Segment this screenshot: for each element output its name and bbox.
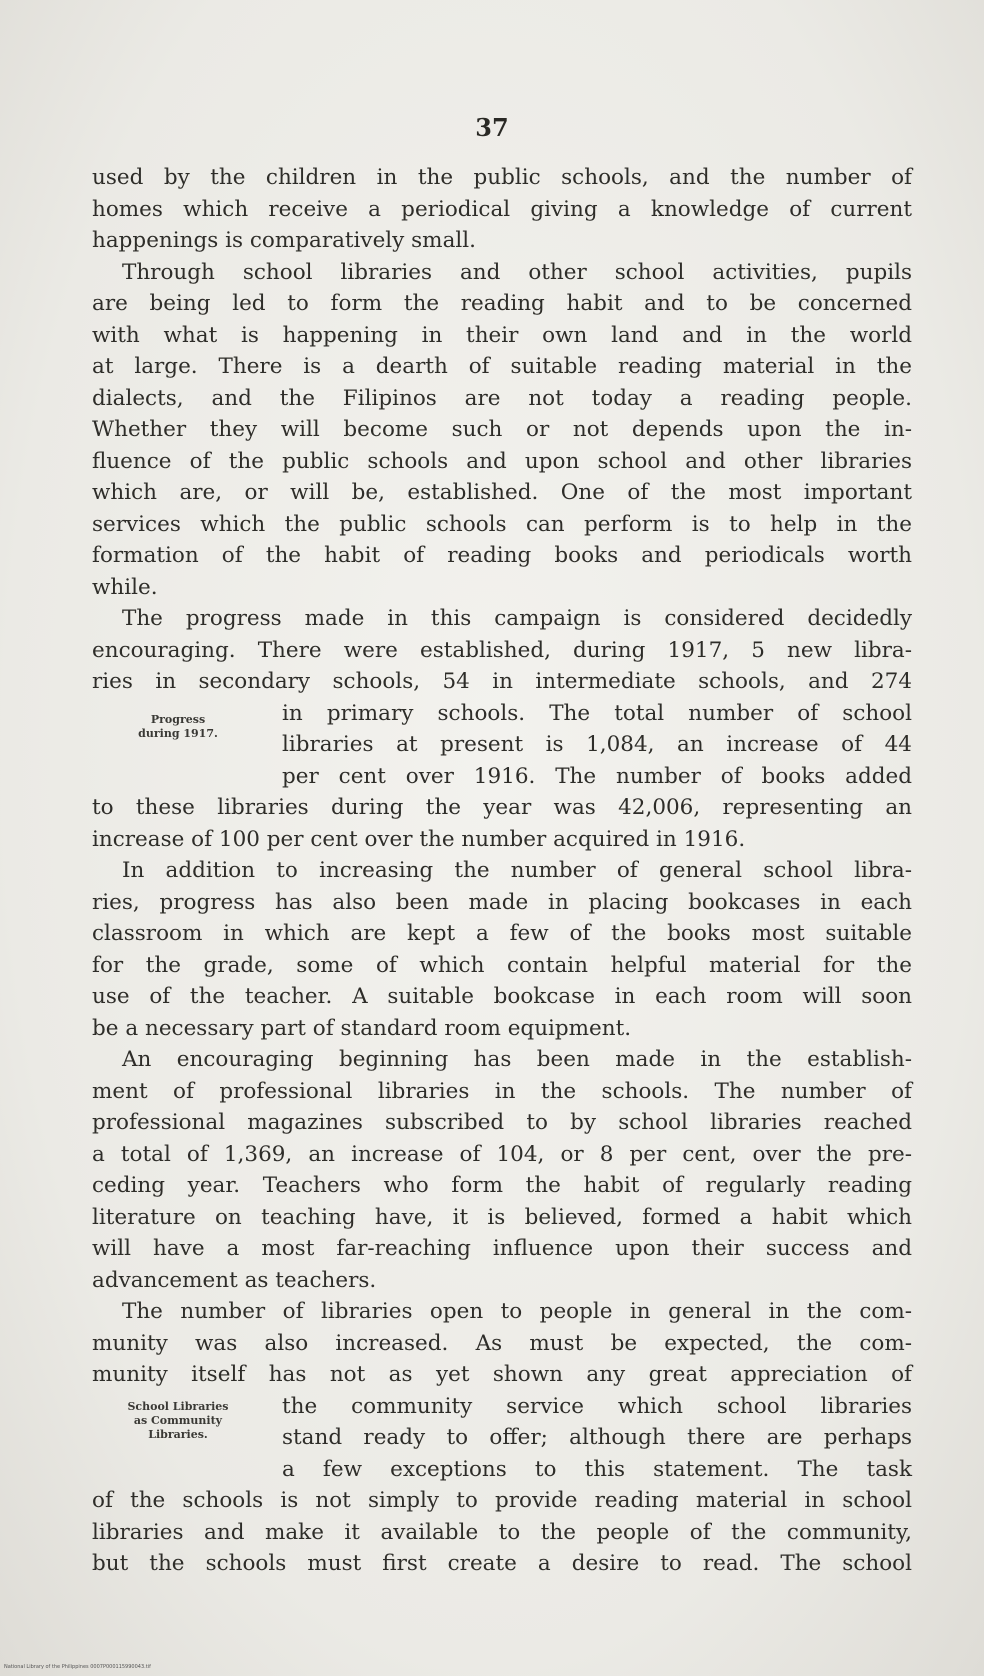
sidenote-line: Progress bbox=[150, 713, 206, 726]
text-line: classroom in which are kept a few of the books most suitable bbox=[92, 921, 912, 946]
sidenote-line: School Libraries bbox=[127, 1400, 229, 1413]
text-line: a total of 1,369, an increase of 104, or 8 per cent, over the pre- bbox=[92, 1141, 912, 1167]
text-line: per cent over 1916. The number of books added bbox=[282, 763, 912, 789]
paragraph-4 bbox=[92, 855, 912, 1044]
paragraph-5 bbox=[92, 1044, 912, 1296]
text-line: In addition to increasing the number of general school libra- bbox=[122, 858, 912, 883]
text-line: increase of 100 per cent over the number acquired in 1916. bbox=[92, 826, 746, 852]
text-line: the community service which school libraries bbox=[282, 1393, 912, 1419]
text-line: dialects, and the Filipinos are not today a reading people. bbox=[92, 385, 912, 411]
text-line: ries in secondary schools, 54 in intermediate schools, and 274 bbox=[92, 669, 912, 694]
text-line: at large. There is a dearth of suitable reading material in the bbox=[92, 354, 912, 379]
text-line: to these libraries during the year was 42,006, representing an bbox=[92, 795, 912, 820]
text-line: munity itself has not as yet shown any great appreciation of bbox=[92, 1362, 912, 1387]
text-line: homes which receive a periodical giving a knowledge of current bbox=[92, 196, 912, 222]
text-line: use of the teacher. A suitable bookcase in each room will soon bbox=[92, 984, 912, 1009]
text-line: encouraging. There were established, during 1917, 5 new libra- bbox=[92, 637, 912, 663]
text-line: used by the children in the public schools, and the number of bbox=[92, 165, 912, 190]
text-line: a few exceptions to this statement. The task bbox=[282, 1456, 912, 1482]
text-line: The progress made in this campaign is considered decidedly bbox=[122, 606, 912, 631]
text-line: stand ready to offer; although there are perhaps bbox=[282, 1425, 912, 1450]
sidenote-line: as Community bbox=[133, 1414, 223, 1427]
text-line: services which the public schools can perform is to help in the bbox=[92, 511, 912, 537]
text-line: An encouraging beginning has been made in the establish- bbox=[122, 1047, 912, 1072]
text-line: ries, progress has also been made in placing bookcases in each bbox=[92, 889, 912, 915]
sidenote-line: during 1917. bbox=[138, 727, 218, 740]
text-line: are being led to form the reading habit and to be concerned bbox=[92, 291, 912, 316]
paragraph-3 bbox=[92, 603, 912, 855]
text-line: happenings is comparatively small. bbox=[92, 228, 476, 253]
sidenote-progress bbox=[98, 713, 258, 741]
text-line: formation of the habit of reading books and periodicals worth bbox=[92, 543, 912, 568]
text-line: will have a most far-reaching influence upon their success and bbox=[92, 1236, 912, 1261]
text-line: with what is happening in their own land and in the world bbox=[92, 322, 912, 348]
text-line: while. bbox=[92, 574, 158, 600]
text-line: in primary schools. The total number of school bbox=[282, 700, 912, 726]
text-line: Through school libraries and other school activities, pupils bbox=[122, 259, 912, 285]
text-line: which are, or will be, established. One of the most important bbox=[92, 480, 912, 505]
text-line: but the schools must first create a desire to read. The school bbox=[92, 1551, 912, 1576]
page-number: 37 bbox=[475, 113, 509, 142]
text-line: literature on teaching have, it is believed, formed a habit which bbox=[92, 1204, 912, 1230]
body-text bbox=[92, 162, 912, 1580]
text-line: The number of libraries open to people in general in the com- bbox=[122, 1299, 912, 1324]
text-line: be a necessary part of standard room equipment. bbox=[92, 1015, 632, 1041]
text-line: advancement as teachers. bbox=[92, 1267, 377, 1293]
text-line: libraries and make it available to the people of the community, bbox=[92, 1519, 912, 1545]
text-line: of the schools is not simply to provide reading material in school bbox=[92, 1488, 912, 1513]
sidenote-line: Libraries. bbox=[148, 1428, 208, 1441]
paragraph-6 bbox=[92, 1296, 912, 1580]
text-line: for the grade, some of which contain helpful material for the bbox=[92, 952, 912, 978]
text-line: ceding year. Teachers who form the habit of regularly reading bbox=[92, 1173, 912, 1198]
text-line: fluence of the public schools and upon school and other libraries bbox=[92, 448, 912, 474]
text-line: munity was also increased. As must be expected, the com- bbox=[92, 1330, 912, 1356]
text-line: ment of professional libraries in the schools. The number of bbox=[92, 1078, 912, 1104]
scan-footer: National Library of the Philippines 0007P000115990043.tif bbox=[4, 1664, 151, 1670]
sidenote-community-libraries bbox=[98, 1400, 258, 1442]
text-line: Whether they will become such or not depends upon the in- bbox=[92, 417, 912, 442]
paragraph-1 bbox=[92, 162, 912, 257]
text-line: professional magazines subscribed to by school libraries reached bbox=[92, 1110, 912, 1135]
paragraph-2 bbox=[92, 257, 912, 604]
text-line: libraries at present is 1,084, an increase of 44 bbox=[282, 732, 912, 757]
